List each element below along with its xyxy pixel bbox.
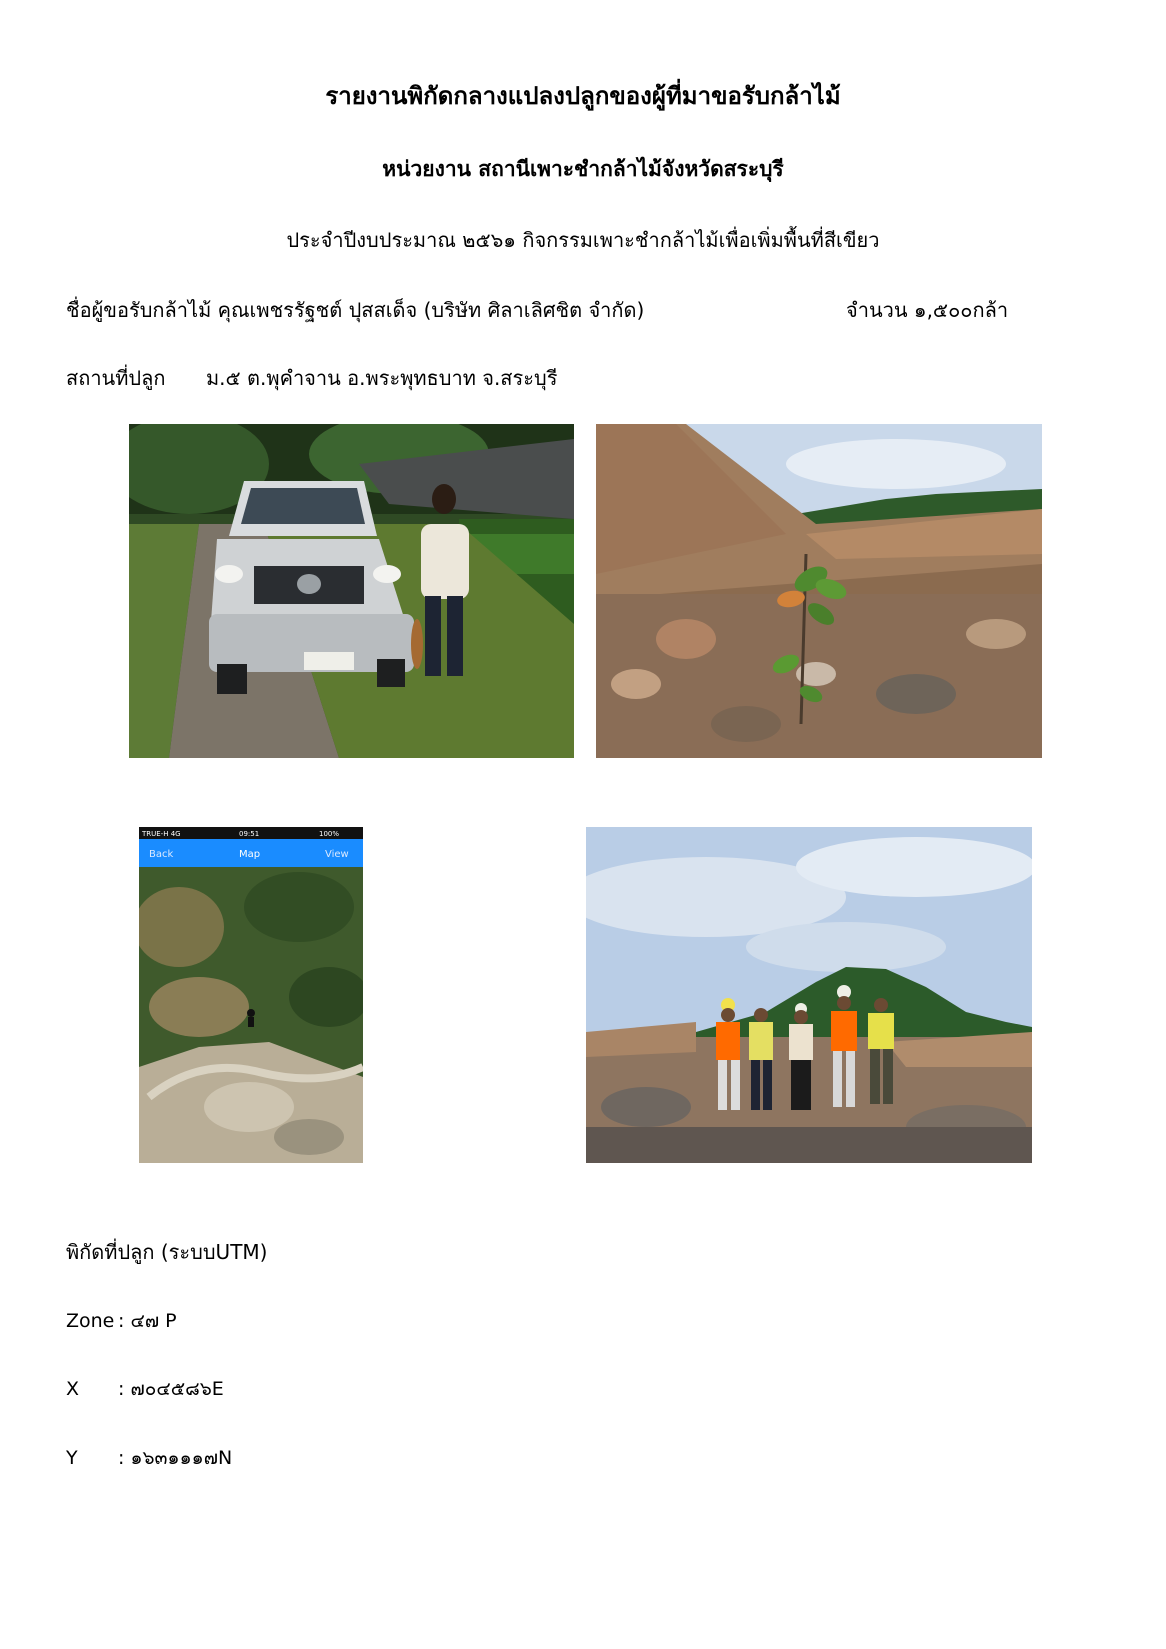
planting-site-line (66, 362, 557, 394)
report-title: รายงานพิกัดกลางแปลงปลูกของผู้ที่มาขอรับกล้าไม้ (325, 82, 841, 110)
phone-battery: 100% (319, 830, 340, 838)
phone-carrier: TRUE-H 4G (142, 830, 181, 838)
utm-zone-value: : ๔๗ P (118, 1310, 177, 1332)
utm-coordinates-title: พิกัดที่ปลูก (ระบบUTM) (66, 1240, 268, 1264)
utm-y-row (66, 1443, 232, 1473)
fiscal-year-line: ประจำปีงบประมาณ ๒๕๖๑ กิจกรรมเพาะชำกล้าไม้เพื่อเพิ่มพื้นที่สีเขียว (286, 228, 880, 252)
planting-site-label: สถานที่ปลูก (66, 366, 166, 390)
utm-y-value: : ๑๖๓๑๑๑๗N (118, 1447, 233, 1469)
phone-view-button[interactable]: View (325, 849, 349, 860)
photo-phone-map-screenshot (139, 827, 363, 1163)
utm-x-row (66, 1374, 224, 1404)
photo-quarry-seedling (596, 424, 1042, 758)
phone-map-title: Map (239, 849, 261, 860)
planting-site-value: ม.๕ ต.พุคำจาน อ.พระพุทธบาท จ.สระบุรี (206, 366, 558, 390)
quantity-text: จำนวน ๑,๕๐๐กล้า (846, 298, 1009, 322)
utm-y-label: Y (66, 1447, 78, 1469)
utm-zone-row (66, 1306, 177, 1336)
photo-group-at-quarry (586, 827, 1032, 1163)
phone-back-button[interactable]: Back (149, 849, 174, 860)
utm-x-value: : ๗๐๔๕๘๖E (118, 1378, 224, 1400)
utm-zone-label: Zone (66, 1310, 115, 1332)
agency-line: หน่วยงาน สถานีเพาะชำกล้าไม้จังหวัดสระบุรี (382, 157, 784, 181)
recipient-line: ชื่อผู้ขอรับกล้าไม้ คุณเพชรรัฐชต์ ปุสสเด็จ (บริษัท ศิลาเลิศชิต จำกัด) (66, 298, 645, 322)
utm-x-label: X (66, 1378, 80, 1400)
phone-time: 09:51 (239, 830, 260, 838)
photo-truck-nursery (129, 424, 574, 758)
